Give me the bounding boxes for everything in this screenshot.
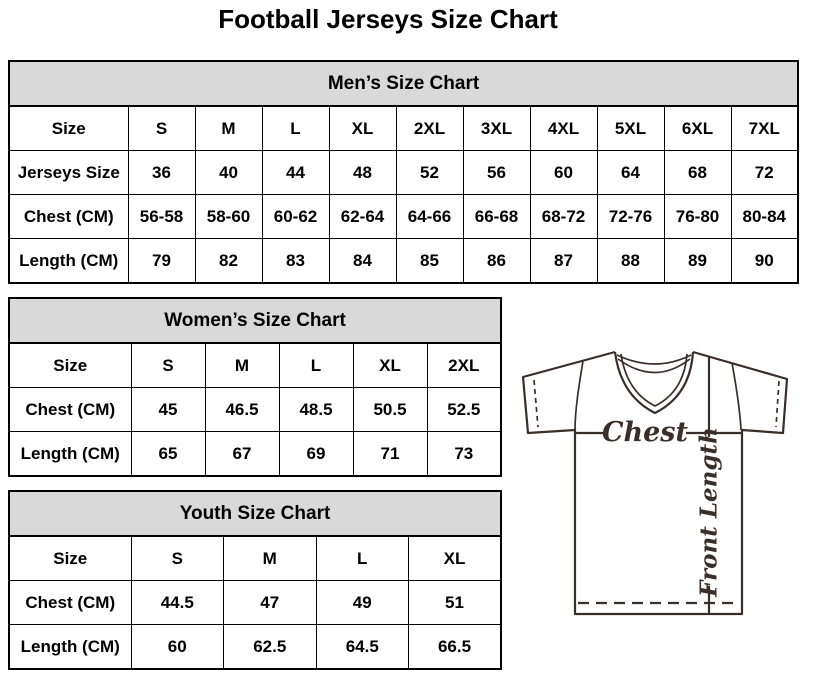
size-value-cell: 51 — [409, 581, 502, 625]
size-value-cell: 7XL — [731, 106, 798, 151]
size-value-cell: 52 — [396, 151, 463, 195]
size-value-cell: 83 — [262, 239, 329, 284]
size-value-cell: S — [131, 536, 224, 581]
mens-size-chart-table — [8, 60, 799, 284]
size-value-cell: 6XL — [664, 106, 731, 151]
size-value-cell: 66-68 — [463, 195, 530, 239]
size-value-cell: 56 — [463, 151, 530, 195]
size-value-cell: 3XL — [463, 106, 530, 151]
row-label: Length (CM) — [9, 432, 131, 477]
right-cuff-dash — [776, 381, 779, 427]
size-value-cell: 58-60 — [195, 195, 262, 239]
row-label: Chest (CM) — [9, 388, 131, 432]
size-value-cell: M — [224, 536, 317, 581]
table-header-row — [9, 61, 798, 106]
size-value-cell: M — [195, 106, 262, 151]
size-value-cell: 79 — [128, 239, 195, 284]
size-value-cell: 46.5 — [205, 388, 279, 432]
row-label: Chest (CM) — [9, 195, 128, 239]
collar-back-curve-2 — [618, 359, 690, 373]
table-header-row — [9, 491, 501, 536]
size-value-cell: 69 — [279, 432, 353, 477]
table-row — [9, 106, 798, 151]
size-value-cell: M — [205, 343, 279, 388]
size-value-cell: 71 — [353, 432, 427, 477]
size-value-cell: 86 — [463, 239, 530, 284]
size-value-cell: 66.5 — [409, 625, 502, 670]
size-value-cell: S — [131, 343, 205, 388]
youth-size-chart-table — [8, 490, 502, 670]
size-value-cell: 68 — [664, 151, 731, 195]
size-value-cell: 48.5 — [279, 388, 353, 432]
size-value-cell: 44 — [262, 151, 329, 195]
table-row — [9, 388, 501, 432]
size-value-cell: 80-84 — [731, 195, 798, 239]
size-value-cell: 36 — [128, 151, 195, 195]
size-value-cell: 64 — [597, 151, 664, 195]
size-value-cell: 76-80 — [664, 195, 731, 239]
size-value-cell: 44.5 — [131, 581, 224, 625]
size-value-cell: 62.5 — [224, 625, 317, 670]
youth-chart-title: Youth Size Chart — [9, 491, 501, 536]
size-value-cell: 45 — [131, 388, 205, 432]
left-armhole-seam — [575, 361, 583, 430]
size-value-cell: 68-72 — [530, 195, 597, 239]
size-value-cell: 47 — [224, 581, 317, 625]
collar-inner-v — [621, 354, 687, 406]
size-value-cell: 73 — [427, 432, 501, 477]
collar-outer-v — [615, 352, 693, 413]
row-label: Length (CM) — [9, 239, 128, 284]
chest-label: Chest — [602, 417, 688, 448]
table-row — [9, 581, 501, 625]
jersey-measurement-diagram — [515, 345, 800, 630]
size-value-cell: 49 — [316, 581, 409, 625]
womens-chart-title: Women’s Size Chart — [9, 298, 501, 343]
size-value-cell: 60-62 — [262, 195, 329, 239]
size-value-cell: 56-58 — [128, 195, 195, 239]
size-value-cell: 87 — [530, 239, 597, 284]
size-value-cell: XL — [329, 106, 396, 151]
size-value-cell: 60 — [530, 151, 597, 195]
front-length-label: Front Length — [695, 427, 723, 597]
table-row — [9, 432, 501, 477]
size-value-cell: 89 — [664, 239, 731, 284]
jersey-outline — [523, 352, 787, 614]
size-value-cell: 52.5 — [427, 388, 501, 432]
row-label: Size — [9, 536, 131, 581]
table-row — [9, 343, 501, 388]
size-value-cell: 48 — [329, 151, 396, 195]
size-value-cell: 4XL — [530, 106, 597, 151]
size-value-cell: 82 — [195, 239, 262, 284]
size-value-cell: S — [128, 106, 195, 151]
size-value-cell: L — [262, 106, 329, 151]
collar-back-curve-1 — [617, 355, 691, 364]
size-value-cell: 65 — [131, 432, 205, 477]
size-value-cell: 2XL — [396, 106, 463, 151]
size-value-cell: 5XL — [597, 106, 664, 151]
size-value-cell: 85 — [396, 239, 463, 284]
size-value-cell: XL — [409, 536, 502, 581]
row-label: Jerseys Size — [9, 151, 128, 195]
size-value-cell: 88 — [597, 239, 664, 284]
mens-chart-title: Men’s Size Chart — [9, 61, 798, 106]
size-value-cell: 62-64 — [329, 195, 396, 239]
size-value-cell: L — [316, 536, 409, 581]
size-value-cell: 64-66 — [396, 195, 463, 239]
size-value-cell: 84 — [329, 239, 396, 284]
size-value-cell: 40 — [195, 151, 262, 195]
size-value-cell: 67 — [205, 432, 279, 477]
left-cuff-dash — [534, 380, 538, 427]
row-label: Size — [9, 343, 131, 388]
size-value-cell: 90 — [731, 239, 798, 284]
row-label: Chest (CM) — [9, 581, 131, 625]
size-value-cell: 50.5 — [353, 388, 427, 432]
size-value-cell: 2XL — [427, 343, 501, 388]
size-value-cell: 60 — [131, 625, 224, 670]
row-label: Size — [9, 106, 128, 151]
table-row — [9, 239, 798, 284]
size-value-cell: XL — [353, 343, 427, 388]
size-value-cell: 64.5 — [316, 625, 409, 670]
size-value-cell: L — [279, 343, 353, 388]
womens-size-chart-table — [8, 297, 502, 477]
page-title: Football Jerseys Size Chart — [218, 4, 558, 34]
size-value-cell: 72-76 — [597, 195, 664, 239]
table-row — [9, 625, 501, 670]
table-header-row — [9, 298, 501, 343]
row-label: Length (CM) — [9, 625, 131, 670]
size-value-cell: 72 — [731, 151, 798, 195]
table-row — [9, 195, 798, 239]
right-armhole-seam — [732, 363, 741, 430]
table-row — [9, 151, 798, 195]
table-row — [9, 536, 501, 581]
